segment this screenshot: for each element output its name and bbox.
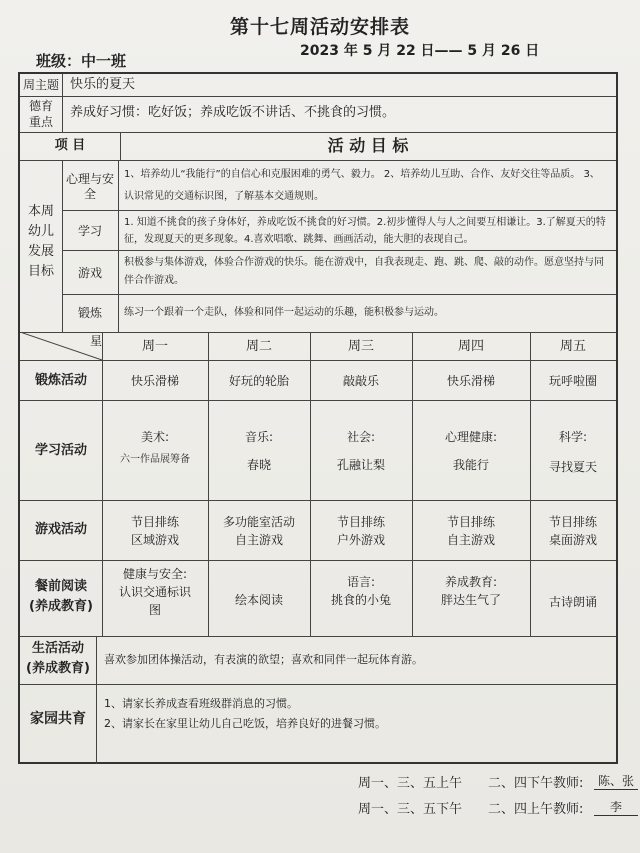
game-cell-mon-2: 区域游戏	[130, 533, 179, 547]
reading-cell-mon-1: 健康与安全:	[122, 567, 188, 581]
exercise-cell-thu: 快乐滑梯	[446, 374, 495, 388]
reading-cell-mon-2: 认识交通标识	[118, 585, 191, 599]
day-header-fri: 周五	[559, 339, 586, 354]
game-cell-fri-1: 节目排练	[548, 515, 597, 529]
reading-cell-wed-1: 语言:	[346, 575, 376, 589]
moral-label: 德育重点	[28, 99, 53, 129]
schedule-table	[18, 72, 618, 764]
project-label: 项 目	[54, 138, 86, 153]
reading-cell-thu-1: 养成教育:	[444, 575, 498, 589]
class-label: 班级：中一班	[36, 52, 127, 70]
theme-label: 周主题	[22, 78, 59, 92]
star-label: 星	[90, 334, 103, 348]
learning-row-label: 学习活动	[34, 443, 87, 458]
footer-sign-2: 李	[594, 798, 638, 816]
footer-sign-1: 陈、张	[594, 772, 638, 790]
goal-text-game: 积极参与集体游戏，体验合作游戏的快乐。能在游戏中，自我表现走、跑、跳、爬、敲的动作。愿意坚持与同伴合作游戏。	[124, 257, 604, 286]
learning-subject-tue: 音乐:	[244, 430, 274, 444]
game-cell-mon-1: 节目排练	[130, 515, 179, 529]
reading-cell-thu-2: 胖达生气了	[440, 593, 501, 607]
reading-cell-mon-3: 图	[148, 603, 161, 617]
learning-subject-fri: 科学:	[558, 430, 588, 444]
game-cell-fri-2: 桌面游戏	[548, 533, 597, 547]
game-row-label: 游戏活动	[34, 522, 87, 537]
reading-cell-fri: 古诗朗诵	[548, 595, 597, 609]
life-row-label-2: (养成教育)	[26, 661, 90, 676]
exercise-cell-wed: 敲敲乐	[342, 374, 379, 388]
learning-content-fri: 寻找夏天	[548, 460, 597, 474]
day-header-mon: 周一	[141, 339, 168, 354]
theme-value: 快乐的夏天	[70, 77, 136, 92]
learning-content-wed: 孔融让梨	[336, 458, 385, 472]
goal-text-psych: 1、培养幼儿“我能行”的自信心和克服困难的勇气、毅力。 2、培养幼儿互助、合作、友好交往等品质。 3、 认识常见的交通标识图，了解基本交通规则。	[124, 169, 600, 202]
moral-value: 养成好习惯：吃好饭；养成吃饭不讲话、不挑食的习惯。	[70, 105, 396, 120]
game-cell-thu-2: 自主游戏	[446, 533, 495, 547]
game-cell-thu-1: 节目排练	[446, 515, 495, 529]
goal-label-game: 游戏	[77, 266, 102, 280]
home-row-line-2: 2、请家长在家里让幼儿自己吃饭，培养良好的进餐习惯。	[104, 717, 386, 730]
exercise-cell-tue: 好玩的轮胎	[228, 374, 289, 388]
reading-row-label-1: 餐前阅读	[34, 579, 87, 594]
page-title: 第十七周活动安排表	[229, 16, 410, 38]
learning-subject-wed: 社会:	[346, 430, 376, 444]
exercise-cell-fri: 玩呼啦圈	[548, 374, 597, 388]
game-cell-wed-1: 节目排练	[336, 515, 385, 529]
game-cell-wed-2: 户外游戏	[336, 533, 385, 547]
game-cell-tue-1: 多功能室活动	[222, 515, 295, 529]
home-row-label: 家园共育	[30, 711, 86, 727]
footer-line-2: 周一、三、五下午 二、四上午教师:	[358, 802, 584, 817]
day-header-thu: 周四	[457, 339, 484, 354]
goal-text-exercise: 练习一个跟着一个走队，体验和同伴一起运动的乐趣，能积极参与运动。	[124, 307, 444, 318]
learning-subject-mon: 美术:	[140, 430, 170, 444]
learning-content-tue: 春晓	[246, 458, 271, 472]
exercise-cell-mon: 快乐滑梯	[130, 374, 179, 388]
learning-subject-thu: 心理健康:	[444, 430, 498, 444]
game-cell-tue-2: 自主游戏	[234, 533, 283, 547]
date-range: 2023 年 5 月 22 日—— 5 月 26 日	[300, 43, 540, 59]
exercise-row-label: 锻炼活动	[34, 373, 87, 388]
learning-content-mon: 六一作品展筹备	[120, 454, 190, 465]
goal-label-exercise: 锻炼	[77, 306, 102, 320]
reading-row-label-2: (养成教育)	[29, 599, 93, 614]
home-row-line-1: 1、请家长养成查看班级群消息的习惯。	[104, 697, 298, 710]
goals-section-label: 本周幼儿发展目标	[27, 204, 54, 279]
life-row-text: 喜欢参加团体操活动，有表演的欲望；喜欢和同伴一起玩体育游。	[104, 653, 423, 666]
reading-cell-wed-2: 挑食的小兔	[330, 593, 391, 607]
footer-line-1: 周一、三、五上午 二、四下午教师:	[358, 776, 584, 791]
life-row-label-1: 生活活动	[31, 641, 84, 656]
goal-text-study: 1. 知道不挑食的孩子身体好，养成吃饭不挑食的好习惯。2.初步懂得人与人之间要互相谦让。3.了解夏天的特征，发现夏天的更多现象。4.喜欢唱歌、跳舞、画画活动，能大胆的表现自己。	[124, 217, 606, 245]
day-header-tue: 周二	[245, 339, 272, 354]
goals-header: 活 动 目 标	[327, 136, 409, 155]
goal-label-psych: 心理与安全	[65, 172, 114, 201]
reading-cell-tue: 绘本阅读	[234, 593, 283, 607]
learning-content-thu: 我能行	[452, 458, 489, 472]
day-header-wed: 周三	[347, 339, 374, 354]
goal-label-study: 学习	[77, 224, 102, 238]
